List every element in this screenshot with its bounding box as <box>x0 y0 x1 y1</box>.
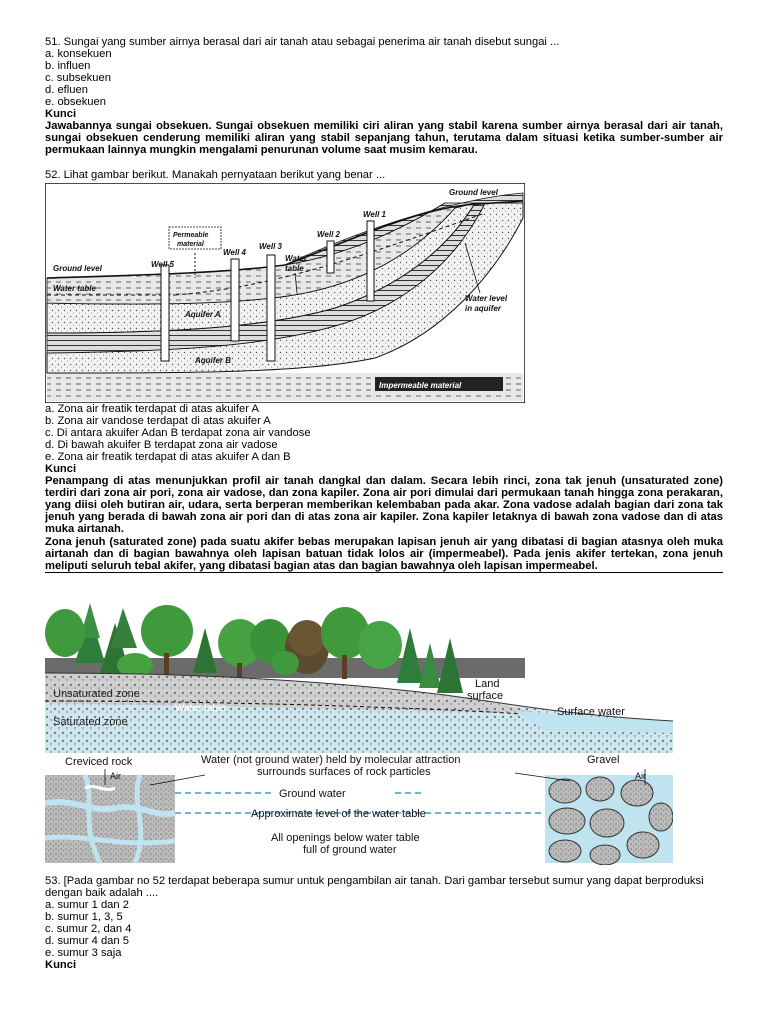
q52-option-a: a. Zona air freatik terdapat di atas akuifer A <box>45 402 259 415</box>
label-gravel: Gravel <box>587 754 620 767</box>
label-unsaturated-zone: Unsaturated zone <box>53 688 140 701</box>
label-molecular-1: Water (not ground water) held by molecular attraction <box>201 754 461 767</box>
groundwater-wells-diagram <box>45 183 525 403</box>
label-ground-water: Ground water <box>279 788 346 801</box>
q51-explanation: Jawabannya sungai obsekuen. Sungai obsekuen memiliki ciri aliran yang stabil karena sumber airnya berasal dari air tanah, sungai obsekuen cenderung memiliki aliran yang stabil sepanjang tahun, terutama dalam situasi ketika sumber-sumber air permukaan lainnya mungkin mengalami penurunan volume saat musim kemarau. <box>45 120 723 157</box>
q52-question: 52. Lihat gambar berikut. Manakah pernyataan berikut yang benar ... <box>45 168 386 181</box>
label-air-left: Air <box>110 771 121 782</box>
label-land: Land <box>475 678 500 691</box>
label-openings-2: full of ground water <box>303 844 397 857</box>
creviced-rock-block <box>45 775 175 863</box>
label-aquifer-b: Aquifer B <box>195 355 231 365</box>
q53-option-d: d. sumur 4 dan 5 <box>45 935 129 948</box>
label-table: table <box>285 263 304 273</box>
q51-option-a: a. konsekuen <box>45 48 112 60</box>
q51-question: 51. Sungai yang sumber airnya berasal dari air tanah atau sebagai penerima air tanah disebut sungai ... <box>45 36 560 48</box>
q53-option-b: b. sumur 1, 3, 5 <box>45 911 123 924</box>
q52-key-label: Kunci <box>45 462 77 475</box>
q53-option-c: c. sumur 2, dan 4 <box>45 923 132 936</box>
q53-question-2: dengan baik adalah .... <box>45 887 159 900</box>
label-water: Water <box>285 253 308 263</box>
label-aquifer-a: Aquifer A <box>185 309 221 319</box>
document-page <box>45 36 723 971</box>
label-well-2: Well 2 <box>317 229 340 239</box>
label-impermeable: Impermeable material <box>379 380 462 390</box>
label-water-table: Water table <box>175 703 226 715</box>
label-well-3: Well 3 <box>259 241 282 251</box>
label-approximate-level: Approximate level of the water table <box>251 808 426 821</box>
q51-option-c: c. subsekuen <box>45 72 111 84</box>
label-water-table-left: Water table <box>53 283 96 293</box>
q51-option-b: b. influen <box>45 60 91 72</box>
q51-option-d: d. efluen <box>45 84 88 96</box>
q52-option-b: b. Zona air vandose terdapat di atas akuifer A <box>45 414 271 427</box>
q51-key-label: Kunci <box>45 108 77 120</box>
label-creviced-rock: Creviced rock <box>65 756 133 769</box>
q52-option-c: c. Di antara akuifer Adan B terdapat zona air vandose <box>45 426 311 439</box>
label-well-1: Well 1 <box>363 209 386 219</box>
groundwater-zones-figure <box>45 603 673 865</box>
label-surface: surface <box>467 690 504 703</box>
q52-option-d: d. Di bawah akuifer B terdapat zona air vadose <box>45 438 278 451</box>
label-well-5: Well 5 <box>151 259 174 269</box>
label-well-4: Well 4 <box>223 247 246 257</box>
q51-option-e: e. obsekuen <box>45 96 106 108</box>
q52-option-e: e. Zona air freatik terdapat di atas akuifer A dan B <box>45 450 291 463</box>
label-openings-1: All openings below water table <box>271 832 420 845</box>
label-water-level: Water level <box>465 293 508 303</box>
label-ground-level-left: Ground level <box>53 263 102 273</box>
q53-key-label: Kunci <box>45 959 77 972</box>
label-material: material <box>177 240 204 248</box>
label-permeable: Permeable <box>173 231 209 239</box>
q53-option-e: e. sumur 3 saja <box>45 947 122 960</box>
label-air-right: Air <box>635 771 646 782</box>
q53-question-1: 53. [Pada gambar no 52 terdapat beberapa sumur untuk pengambilan air tanah. Dari gambar tersebut sumur yang dapat berproduksi <box>45 875 704 888</box>
label-molecular-2: surrounds surfaces of rock particles <box>257 766 431 779</box>
q53-option-a: a. sumur 1 dan 2 <box>45 899 129 912</box>
label-surface-water: Surface water <box>557 706 625 719</box>
q52-explanation-2: Zona jenuh (saturated zone) pada suatu akifer bebas merupakan lapisan jenuh air yang dibatasi di bagian atasnya oleh muka airtanah dan di bagian bawahnya oleh lapisan batuan tidak lolos air (impermeabel). Pada jenis akifer tertekan, zona jenuh meliputi seluruh tebal akifer, yang dibatasi bagian atas dan bagian bawahnya oleh lapisan impermeabel. <box>45 535 723 573</box>
label-ground-level-right: Ground level <box>449 187 498 197</box>
label-saturated-zone: Saturated zone <box>53 716 128 729</box>
label-in-aquifer: in aquifer <box>465 303 502 313</box>
gravel-block <box>545 775 673 865</box>
q52-explanation-1: Penampang di atas menunjukkan profil air tanah dangkal dan dalam. Secara lebih rinci, zona tak jenuh (unsaturated zone) terdiri dari zona air pori, zona air vadose, dan zona kapiler. Zona air pori dimulai dari permukaan tanah hingga zona perakaran, yang diisi oleh butiran air, udara, serta berperan memberikan kelembaban pada akar. Zona vadose adalah bagian dari zona tak jenuh yang berada di bawah zona air pori dan di atas zona air kapiler. Zona kapiler letaknya di bawah zona vadose dan di atas muka airtanah. <box>45 474 723 536</box>
